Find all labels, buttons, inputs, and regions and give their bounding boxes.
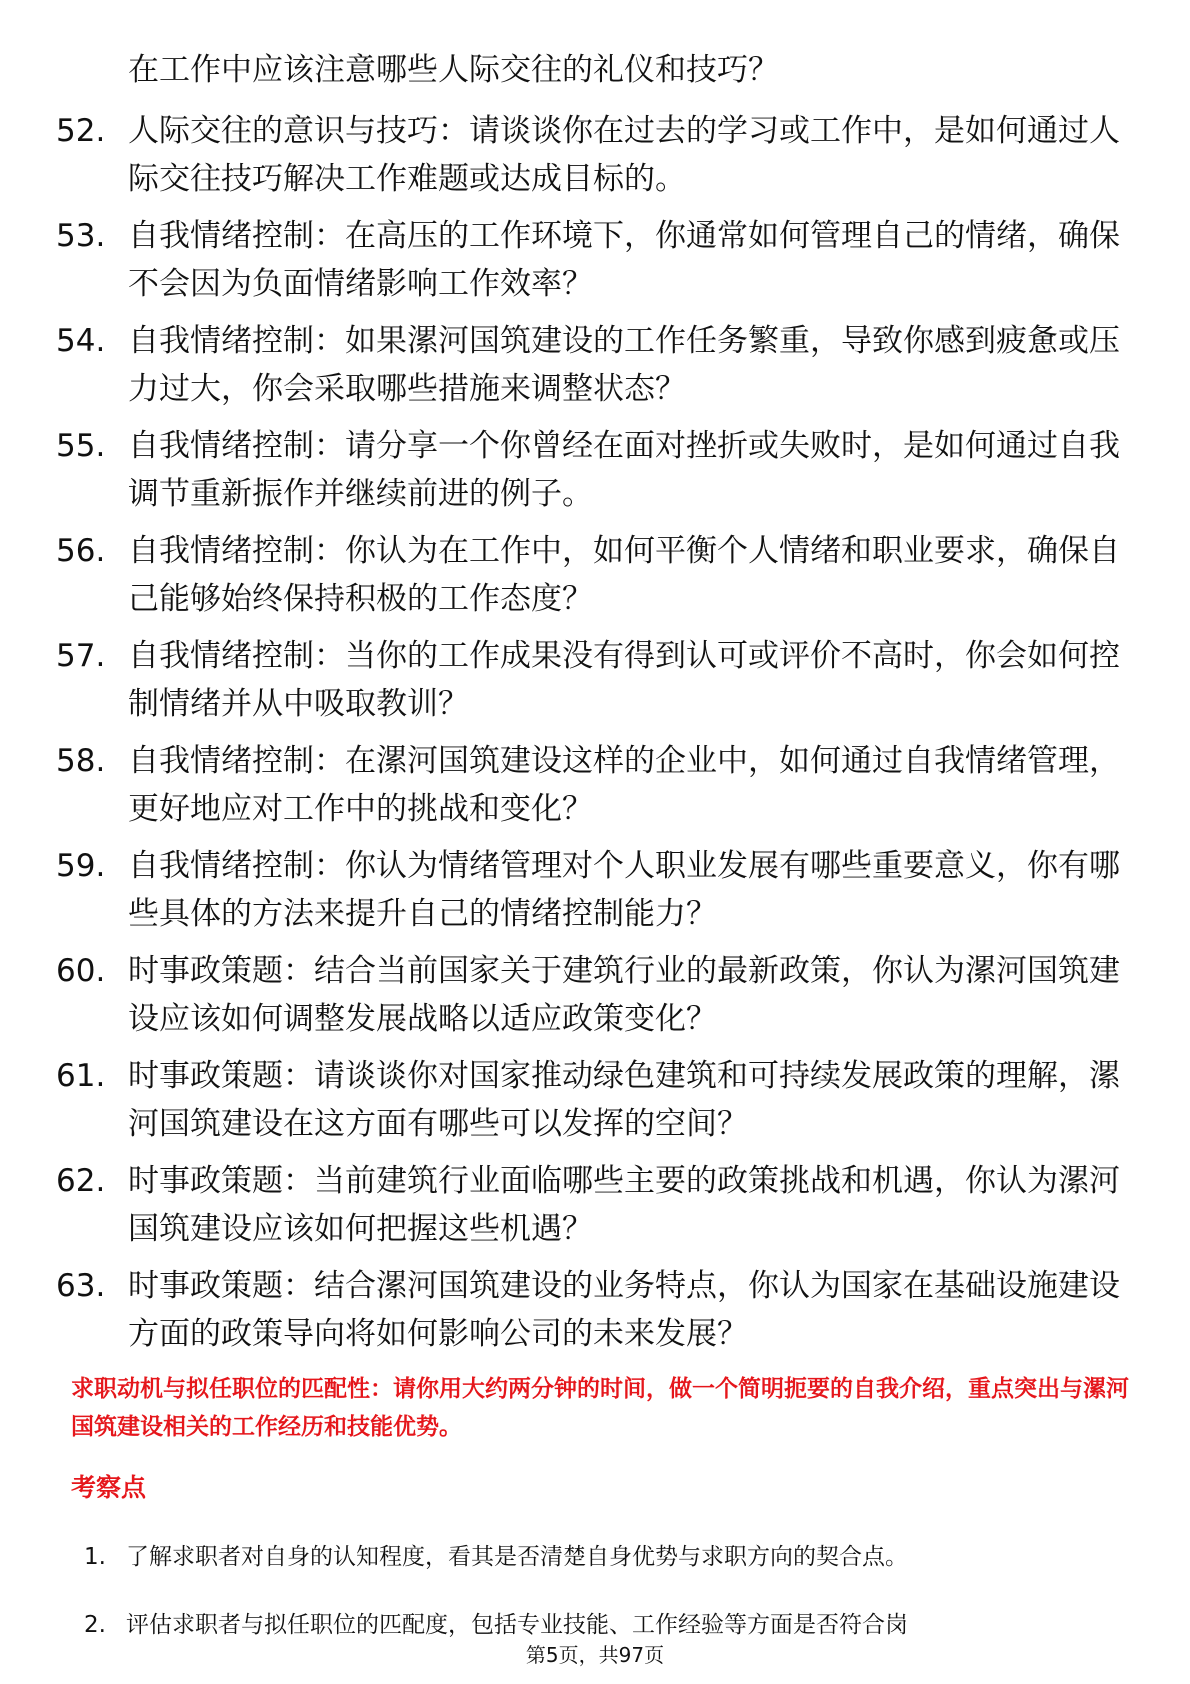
question-number: 57. [56, 638, 106, 674]
question-text: 时事政策题：当前建筑行业面临哪些主要的政策挑战和机遇，你认为漯河国筑建设应该如何把握这些机遇？ [128, 1163, 1120, 1247]
question-item-62 [0, 1157, 1190, 1262]
question-text: 在工作中应该注意哪些人际交往的礼仪和技巧？ [128, 52, 779, 88]
question-text: 时事政策题：结合当前国家关于建筑行业的最新政策，你认为漯河国筑建设应该如何调整发展战略以适应政策变化？ [128, 953, 1120, 1037]
assessment-point-text: 了解求职者对自身的认知程度，看其是否清楚自身优势与求职方向的契合点。 [126, 1544, 908, 1570]
assessment-point-number: 1. [84, 1544, 106, 1570]
question-item-58 [0, 737, 1190, 842]
question-text: 自我情绪控制：你认为在工作中，如何平衡个人情绪和职业要求，确保自己能够始终保持积极的工作态度？ [128, 533, 1120, 617]
question-text: 时事政策题：结合漯河国筑建设的业务特点，你认为国家在基础设施建设方面的政策导向将如何影响公司的未来发展？ [128, 1268, 1120, 1352]
question-text: 自我情绪控制：在漯河国筑建设这样的企业中，如何通过自我情绪管理，更好地应对工作中的挑战和变化？ [128, 743, 1120, 827]
assessment-point-number: 2. [84, 1612, 106, 1638]
question-item-59 [0, 842, 1190, 947]
question-number: 55. [56, 428, 106, 464]
question-text: 自我情绪控制：请分享一个你曾经在面对挫折或失败时，是如何通过自我调节重新振作并继续前进的例子。 [128, 428, 1120, 512]
question-number: 63. [56, 1268, 106, 1304]
question-text: 自我情绪控制：你认为情绪管理对个人职业发展有哪些重要意义，你有哪些具体的方法来提升自己的情绪控制能力？ [128, 848, 1120, 932]
assessment-point-item [0, 1540, 1190, 1608]
question-number: 58. [56, 743, 106, 779]
question-item-57 [0, 632, 1190, 737]
question-list [0, 46, 1190, 1367]
question-text: 时事政策题：请谈谈你对国家推动绿色建筑和可持续发展政策的理解，漯河国筑建设在这方面有哪些可以发挥的空间？ [128, 1058, 1120, 1142]
question-item-56 [0, 527, 1190, 632]
question-text: 自我情绪控制：在高压的工作环境下，你通常如何管理自己的情绪，确保不会因为负面情绪影响工作效率？ [128, 218, 1120, 302]
question-number: 61. [56, 1058, 106, 1094]
assessment-point-text: 评估求职者与拟任职位的匹配度，包括专业技能、工作经验等方面是否符合岗 [126, 1612, 908, 1638]
assessment-section-label: 考察点 [71, 1473, 147, 1502]
question-item-63 [0, 1262, 1190, 1367]
question-number: 52. [56, 113, 106, 149]
question-text: 自我情绪控制：当你的工作成果没有得到认可或评价不高时，你会如何控制情绪并从中吸取教训？ [128, 638, 1120, 722]
question-number: 60. [56, 953, 106, 989]
question-number: 59. [56, 848, 106, 884]
question-text: 人际交往的意识与技巧：请谈谈你在过去的学习或工作中，是如何通过人际交往技巧解决工作难题或达成目标的。 [128, 113, 1120, 197]
question-item-52 [0, 107, 1190, 212]
page-footer: 第5页，共97页 [525, 1643, 665, 1667]
question-item-55 [0, 422, 1190, 527]
question-number: 54. [56, 323, 106, 359]
question-item-53 [0, 212, 1190, 317]
question-item-60 [0, 947, 1190, 1052]
question-item-continued [0, 46, 1190, 107]
question-number: 53. [56, 218, 106, 254]
question-item-61 [0, 1052, 1190, 1157]
question-item-54 [0, 317, 1190, 422]
question-number: 62. [56, 1163, 106, 1199]
motivation-question-heading: 求职动机与拟任职位的匹配性：请你用大约两分钟的时间，做一个简明扼要的自我介绍，重点突出与漯河国筑建设相关的工作经历和技能优势。 [71, 1376, 1129, 1440]
question-text: 自我情绪控制：如果漯河国筑建设的工作任务繁重，导致你感到疲惫或压力过大，你会采取哪些措施来调整状态？ [128, 323, 1120, 407]
question-number: 56. [56, 533, 106, 569]
